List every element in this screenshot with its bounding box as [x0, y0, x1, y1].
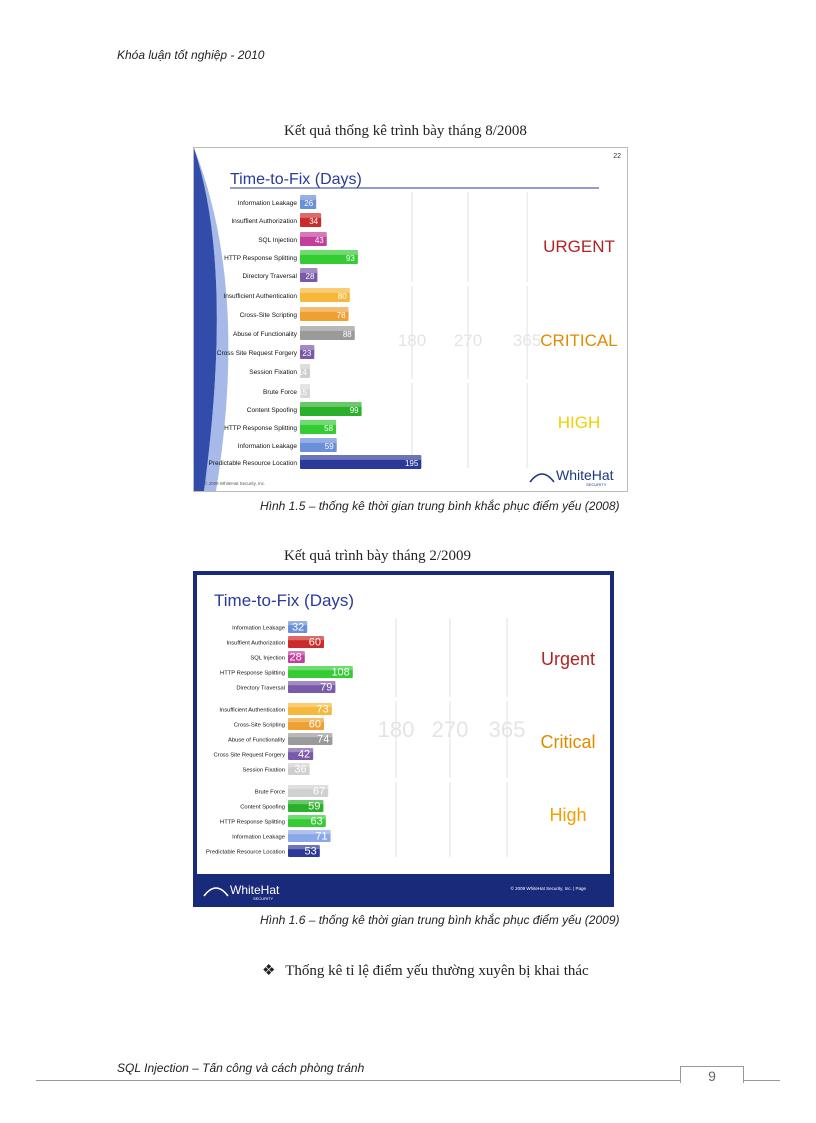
bar-value-label: 58	[324, 423, 334, 433]
bar-value-label: 59	[324, 441, 334, 451]
severity-group-label: URGENT	[543, 237, 615, 256]
bar-value-label: 78	[336, 310, 346, 320]
bullet-item	[262, 961, 589, 980]
bar-value-label: 108	[331, 666, 350, 679]
bar-value-label: 74	[317, 733, 330, 746]
severity-group-label: High	[549, 805, 587, 825]
category-label: Predictable Resource Location	[208, 460, 297, 468]
bar-value-label: 60	[308, 718, 321, 731]
category-label: Session Fixation	[242, 767, 285, 774]
category-label: Information Leakage	[237, 200, 297, 208]
category-label: Brute Force	[254, 789, 285, 796]
axis-tick-label: 180	[377, 717, 415, 742]
bar-value-label: 28	[305, 271, 315, 281]
bar-value-label: 59	[308, 800, 321, 813]
figure2-chart-svg	[194, 572, 613, 906]
axis-tick-label: 270	[453, 331, 483, 350]
copyright-text: © 2009 WhiteHat Security, Inc. | Page	[510, 886, 586, 891]
axis-tick-label: 365	[512, 331, 542, 350]
category-label: HTTP Response Splitting	[220, 670, 285, 677]
category-label: Directory Traversal	[242, 273, 297, 281]
category-label: Session Fixation	[249, 369, 297, 377]
whitehat-logo-sub: SECURITY	[586, 482, 607, 487]
figure2-chart	[193, 571, 614, 907]
bar-value-label: 36	[294, 763, 307, 776]
bar-value-label: 88	[342, 329, 352, 339]
severity-group-label: HIGH	[557, 413, 601, 432]
footer-text: SQL Injection – Tấn công và cách phòng tránh	[117, 1061, 365, 1075]
bar-value-label: 63	[310, 815, 323, 828]
category-label: Directory Traversal	[236, 685, 285, 692]
page-header: Khóa luận tốt nghiệp - 2010	[117, 48, 265, 62]
bar-value-label: 26	[304, 198, 314, 208]
page-number: 9	[680, 1066, 744, 1083]
chart-title: Time-to-Fix (Days)	[230, 171, 362, 188]
bar-highlight	[300, 455, 421, 460]
bar-value-label: 53	[304, 845, 317, 858]
bar-value-label: 60	[308, 636, 321, 649]
axis-tick-label: 180	[397, 331, 427, 350]
severity-group-label: Critical	[540, 732, 596, 752]
category-label: Cross-Site Scripting	[239, 312, 297, 320]
category-label: SQL Injection	[250, 655, 285, 662]
copyright-text: © 2008 WhiteHat Security, Inc.	[204, 481, 266, 486]
axis-tick-label: 365	[488, 717, 526, 742]
whitehat-logo-sub: SECURITY	[252, 896, 274, 901]
figure1-heading: Kết quả thống kê trình bày tháng 8/2008	[284, 123, 527, 139]
whitehat-logo-text: WhiteHat	[556, 467, 614, 483]
whitehat-logo-text: WhiteHat	[230, 883, 280, 897]
bar-value-label: 14	[298, 367, 307, 377]
bullet-diamond-icon: ❖	[262, 963, 276, 979]
bar-value-label: 99	[349, 405, 359, 415]
bar-value-label: 23	[302, 348, 312, 358]
category-label: Information Leakage	[232, 834, 285, 841]
category-label: Content Spoofing	[246, 407, 297, 415]
category-label: Cross-Site Scripting	[233, 722, 285, 729]
figure1-chart-svg	[194, 148, 627, 491]
category-label: Information Leakage	[237, 443, 297, 451]
category-label: Insuffient Authorization	[226, 640, 285, 647]
figure2-caption: Hình 1.6 – thống kê thời gian trung bình khắc phục điểm yếu (2009)	[260, 913, 620, 927]
figure2-heading: Kết quả trình bày tháng 2/2009	[284, 548, 472, 564]
bar-value-label: 195	[404, 458, 419, 468]
category-label: Insufficient Authentication	[219, 707, 285, 714]
bar-value-label: 80	[337, 291, 347, 301]
figure1-chart	[193, 147, 628, 492]
bar-value-label: 93	[345, 253, 355, 263]
bar-value-label: 28	[289, 651, 302, 664]
bar-value-label: 32	[291, 621, 305, 634]
bar-value-label: 73	[316, 703, 329, 716]
category-label: Cross Site Request Forgery	[216, 350, 297, 358]
bar-value-label: 42	[297, 748, 311, 761]
category-label: Predictable Resource Location	[206, 849, 285, 856]
bar-value-label: 67	[312, 785, 326, 798]
axis-tick-label: 270	[431, 717, 469, 742]
category-label: Brute Force	[263, 389, 297, 397]
bullet-text: Thống kê tỉ lệ điểm yếu thường xuyên bị khai thác	[285, 963, 589, 979]
severity-group-label: Urgent	[540, 649, 596, 669]
figure1-caption: Hình 1.5 – thống kê thời gian trung bình khắc phục điểm yếu (2008)	[260, 499, 620, 513]
category-label: Insufficient Authentication	[223, 293, 297, 301]
severity-group-label: CRITICAL	[540, 331, 618, 350]
category-label: HTTP Response Splitting	[224, 425, 297, 433]
category-label: Abuse of Functionality	[227, 737, 285, 744]
footer-divider	[36, 1080, 780, 1081]
category-label: Cross Site Request Forgery	[213, 752, 285, 759]
bar-value-label: 79	[320, 681, 333, 694]
category-label: Insuffient Authorization	[231, 218, 297, 226]
category-label: Content Spoofing	[240, 804, 285, 811]
category-label: HTTP Response Splitting	[224, 255, 297, 263]
slide-number: 22	[613, 153, 621, 160]
bar-value-label: 71	[315, 830, 328, 843]
chart-title: Time-to-Fix (Days)	[214, 591, 355, 610]
bar-value-label: 15	[298, 387, 307, 397]
bar-value-label: 34	[309, 216, 319, 226]
category-label: SQL Injection	[258, 237, 297, 245]
category-label: HTTP Response Splitting	[220, 819, 285, 826]
category-label: Abuse of Functionality	[233, 331, 297, 339]
bar-value-label: 43	[314, 235, 324, 245]
category-label: Information Leakage	[232, 625, 285, 632]
